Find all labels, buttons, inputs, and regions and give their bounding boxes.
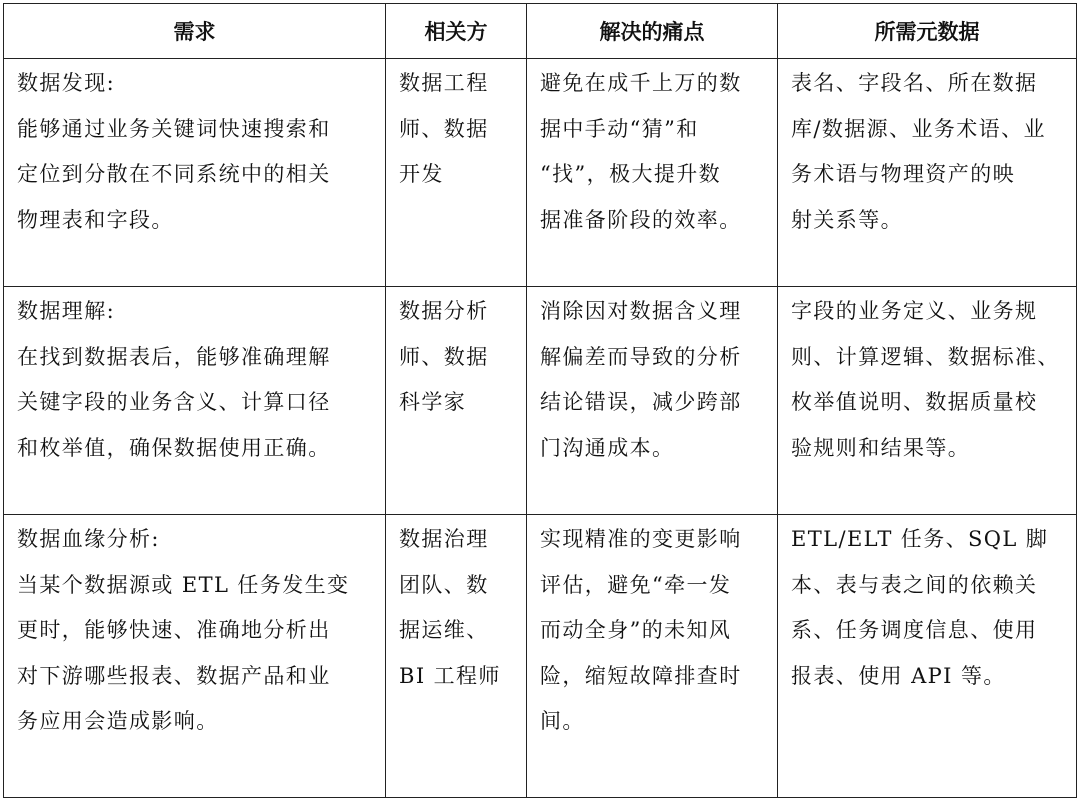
pain-text: 避免在成千上万的数 — [540, 71, 742, 95]
need-title: 数据血缘分析: — [17, 527, 160, 551]
metadata-text: 表名、字段名、所在数据 — [791, 71, 1038, 95]
pain-text: 据准备阶段的效率。 — [540, 207, 742, 232]
metadata-text: 射关系等。 — [791, 207, 903, 232]
metadata-text: 务术语与物理资产的映 — [791, 162, 1015, 186]
table-row — [4, 59, 1077, 287]
metadata-cell — [778, 287, 1077, 515]
pain-text: 间。 — [540, 709, 585, 733]
need-cell — [4, 59, 386, 287]
need-text: 物理表和字段。 — [17, 207, 174, 232]
need-cell — [4, 515, 386, 798]
pain-text: 据中手动“猜”和 — [540, 116, 699, 141]
party-cell — [386, 59, 527, 287]
metadata-text: 验规则和结果等。 — [791, 435, 971, 460]
metadata-requirements-table — [3, 3, 1077, 798]
party-cell — [386, 515, 527, 798]
metadata-text: 枚举值说明、数据质量校 — [791, 390, 1038, 414]
header-need: 需求 — [4, 4, 386, 59]
need-text: 对下游哪些报表、数据产品和业 — [17, 663, 331, 688]
pain-text: 结论错误，减少跨部 — [540, 390, 742, 414]
metadata-text: 库/数据源、业务术语、业 — [791, 116, 1046, 141]
pain-text: 门沟通成本。 — [540, 435, 675, 460]
header-pain: 解决的痛点 — [527, 4, 778, 59]
pain-cell — [527, 515, 778, 798]
party-text: 开发 — [399, 162, 444, 186]
pain-text: “找”，极大提升数 — [540, 162, 722, 186]
metadata-text: 系、任务调度信息、使用 — [791, 618, 1038, 642]
party-text: 师、数据 — [399, 344, 489, 369]
header-party: 相关方 — [386, 4, 527, 59]
need-title: 数据发现: — [17, 71, 116, 95]
pain-text: 消除因对数据含义理 — [540, 299, 742, 323]
pain-cell — [527, 59, 778, 287]
need-text: 能够通过业务关键词快速搜索和 — [17, 116, 331, 141]
metadata-cell — [778, 59, 1077, 287]
party-text: 科学家 — [399, 390, 467, 414]
metadata-text: 字段的业务定义、业务规 — [791, 299, 1038, 323]
metadata-text: 则、计算逻辑、数据标准、 — [791, 344, 1060, 369]
table-row — [4, 515, 1077, 798]
party-text: BI 工程师 — [399, 663, 501, 688]
need-text: 当某个数据源或 ETL 任务发生变 — [17, 572, 350, 597]
pain-text: 险，缩短故障排查时 — [540, 663, 742, 688]
party-text: 据运维、 — [399, 618, 489, 642]
pain-cell — [527, 287, 778, 515]
metadata-cell — [778, 515, 1077, 798]
party-text: 数据治理 — [399, 527, 489, 551]
need-text: 定位到分散在不同系统中的相关 — [17, 162, 331, 186]
pain-text: 解偏差而导致的分析 — [540, 344, 742, 369]
party-text: 团队、数 — [399, 572, 489, 597]
table-row — [4, 287, 1077, 515]
party-text: 数据工程 — [399, 71, 489, 95]
need-text: 更时，能够快速、准确地分析出 — [17, 618, 331, 642]
header-metadata: 所需元数据 — [778, 4, 1077, 59]
need-text: 务应用会造成影响。 — [17, 709, 219, 733]
need-text: 和枚举值，确保数据使用正确。 — [17, 435, 331, 460]
need-text: 在找到数据表后，能够准确理解 — [17, 344, 331, 369]
metadata-text: ETL/ELT 任务、SQL 脚 — [791, 527, 1049, 551]
pain-text: 评估，避免“牵一发 — [540, 572, 732, 597]
need-title: 数据理解: — [17, 299, 116, 323]
metadata-text: 本、表与表之间的依赖关 — [791, 572, 1038, 597]
need-text: 关键字段的业务含义、计算口径 — [17, 390, 331, 414]
party-cell — [386, 287, 527, 515]
metadata-text: 报表、使用 API 等。 — [791, 663, 1006, 688]
pain-text: 而动全身”的未知风 — [540, 618, 732, 642]
header-row — [4, 4, 1077, 59]
party-text: 数据分析 — [399, 299, 489, 323]
need-cell — [4, 287, 386, 515]
pain-text: 实现精准的变更影响 — [540, 527, 742, 551]
party-text: 师、数据 — [399, 116, 489, 141]
